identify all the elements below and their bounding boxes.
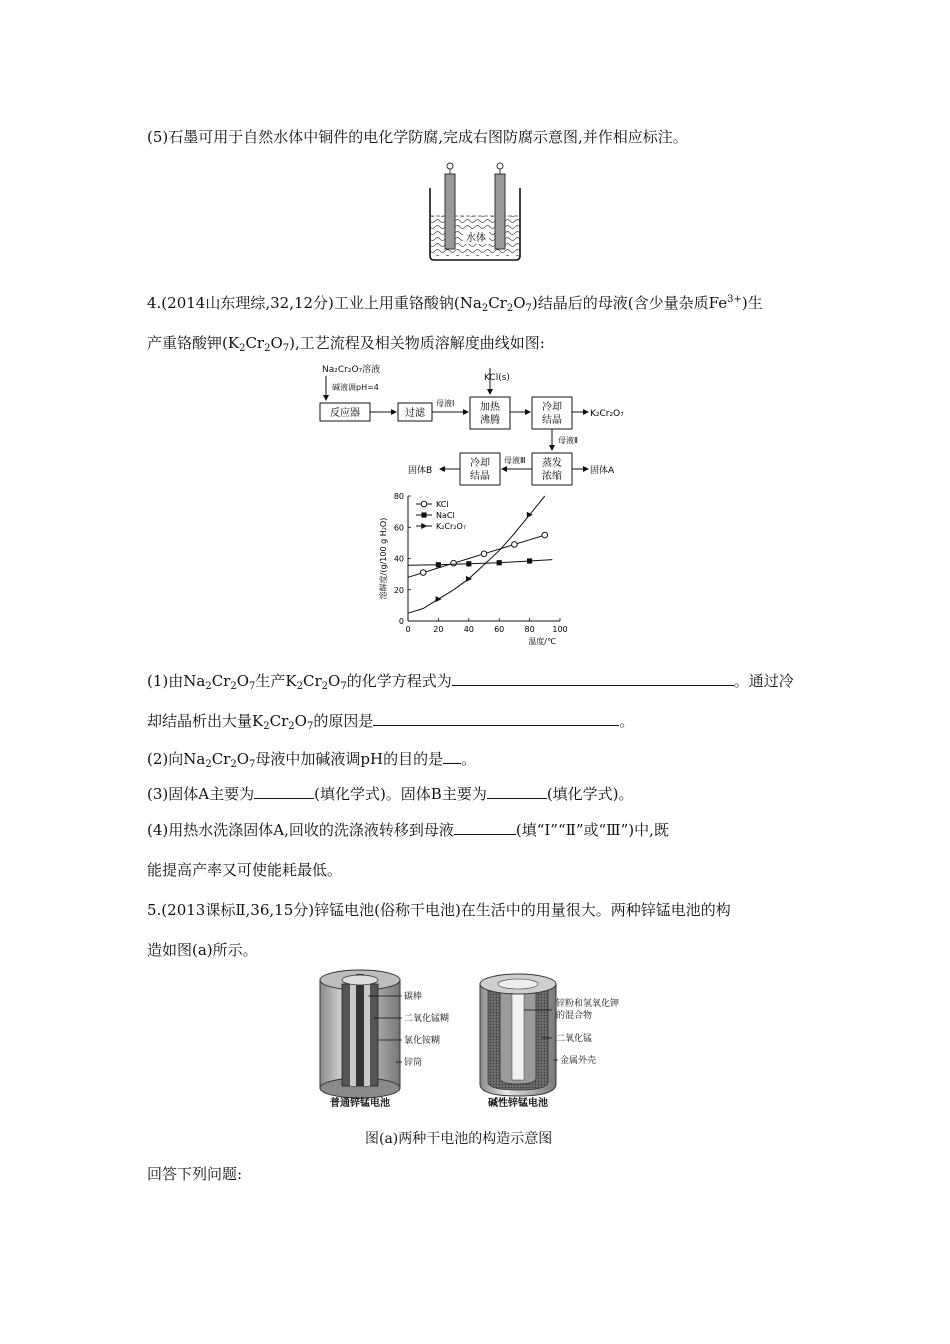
q4-line1: 4.(2014山东理综,32,12分)工业上用重铬酸钠$(Na_2Cr_2O_7)$结晶后的母液(含少量杂质$Fe^{3+}$)生	[147, 294, 763, 314]
y-tick-label: 0	[398, 617, 404, 626]
q3-5-text: (5)石墨可用于自然水体中铜件的电化学防腐,完成右图防腐示意图,并作相应标注。	[147, 128, 688, 146]
flow-adjust-label: 碱液调pH=4	[332, 383, 379, 392]
series-line-triangle	[408, 496, 545, 613]
alkaline-label-zinc-koh-1: 锌粉和氢氧化钾	[556, 999, 620, 1009]
alkaline-battery-name: 碱性锌锰电池	[488, 1098, 548, 1109]
ordinary-label-nh4cl-paste: 氯化铵糊	[404, 1036, 441, 1046]
q4-sub4-line1: (4)用热水洗涤固体A,回收的洗涤液转移到母液 (填“Ⅰ”“Ⅱ”或“Ⅲ”)中,既	[147, 821, 669, 839]
answer-blank-2[interactable]	[373, 711, 619, 726]
series-point-circle	[420, 570, 426, 576]
x-tick-label: 100	[552, 625, 568, 634]
ordinary-label-mno2-paste: 二氧化锰糊	[404, 1014, 450, 1024]
flow-evap-label-2: 浓缩	[542, 471, 562, 482]
legend-label-triangle: K₂Cr₂O₇	[436, 522, 467, 531]
beaker-water-label: 水体	[466, 233, 486, 244]
series-point-square	[466, 561, 471, 566]
y-axis-label: 溶解度/(g/100 g H₂O)	[379, 517, 388, 600]
y-tick-label: 80	[393, 492, 404, 501]
solubility-chart	[366, 488, 580, 648]
alkaline-label-zinc-koh-2: 的混合物	[556, 1011, 593, 1021]
flow-solidA-label: 固体A	[590, 466, 615, 476]
series-line-circle	[408, 535, 545, 577]
y-tick-label: 40	[393, 554, 404, 564]
flow-cool2-label-2: 结晶	[470, 471, 490, 482]
flow-reactor-label: 反应器	[330, 408, 360, 419]
flow-cool1-label-1: 冷却	[542, 402, 562, 413]
legend-label-square: NaCl	[436, 511, 455, 520]
flow-mother3-label: 母液Ⅲ	[504, 456, 526, 465]
series-point-circle	[542, 532, 548, 538]
answer-blank-4[interactable]	[254, 784, 314, 799]
series-point-circle	[512, 542, 518, 548]
legend-label-circle: KCl	[436, 500, 449, 509]
answer-blank-1[interactable]	[452, 671, 734, 686]
x-tick-label: 40	[463, 625, 474, 634]
ordinary-label-zinc-can: 锌筒	[404, 1058, 423, 1068]
process-flow-diagram	[318, 362, 630, 490]
flow-cool1-label-2: 结晶	[542, 415, 562, 426]
flow-start-label: Na₂Cr₂O₇溶液	[322, 365, 381, 375]
series-point-circle	[481, 551, 487, 557]
q4-line2: 产重铬酸钾$(K_2Cr_2O_7)$,工艺流程及相关物质溶解度曲线如图:	[147, 334, 545, 354]
q5-line2: 造如图(a)所示。	[147, 941, 258, 959]
x-tick-label: 60	[494, 625, 505, 634]
beaker-figure	[425, 158, 525, 264]
alkaline-label-mno2: 二氧化锰	[556, 1034, 593, 1044]
x-tick-label: 80	[524, 625, 535, 634]
figure-caption: 图(a)两种干电池的构造示意图	[365, 1131, 553, 1147]
series-point-square	[497, 560, 502, 565]
y-tick-label: 60	[393, 523, 404, 533]
legend-marker-triangle	[421, 523, 427, 529]
flow-mother2-label: 母液Ⅱ	[558, 436, 578, 445]
battery-figure	[312, 966, 632, 1110]
series-point-triangle	[436, 596, 442, 602]
legend-marker-square	[421, 512, 426, 517]
answer-blank-6[interactable]	[454, 820, 516, 835]
flow-cool2-label-1: 冷却	[470, 458, 490, 469]
q5-line1: 5.(2013课标Ⅱ,36,15分)锌锰电池(俗称干电池)在生活中的用量很大。两种锌锰电池的构	[147, 901, 731, 919]
alkaline-battery-drawing	[480, 974, 558, 1096]
series-point-square	[436, 562, 441, 567]
q4-sub1-line1: (1)由$Na_2Cr_2O_7$生产$K_2Cr_2O_7$的化学方程式为 。通过冷	[147, 672, 794, 692]
q4-sub1-line2: 却结晶析出大量$K_2Cr_2O_7$的原因是 。	[147, 712, 635, 732]
series-point-square	[527, 558, 532, 563]
ordinary-battery-drawing	[320, 970, 402, 1098]
answer-blank-3[interactable]	[443, 749, 461, 764]
q4-sub3: (3)固体A主要为 (填化学式)。固体B主要为 (填化学式)。	[147, 785, 634, 803]
x-axis-label: 温度/℃	[528, 637, 556, 646]
flow-mother1-label: 母液Ⅰ	[436, 399, 455, 408]
flow-kcl-label: KCl(s)	[484, 373, 510, 383]
ordinary-label-carbon-rod: 碳棒	[404, 992, 423, 1002]
answer-blank-5[interactable]	[487, 784, 547, 799]
x-tick-label: 20	[433, 625, 444, 634]
series-point-circle	[451, 560, 457, 566]
flow-heat-label-2: 沸腾	[480, 415, 500, 426]
flow-heat-label-1: 加热	[480, 402, 500, 413]
q4-sub2: (2)向$Na_2Cr_2O_7$母液中加碱液调pH的目的是 。	[147, 750, 477, 770]
q4-sub4-line2: 能提高产率又可使能耗最低。	[147, 861, 343, 879]
flow-solidB-label: 固体B	[408, 466, 433, 476]
alkaline-label-metal-shell: 金属外壳	[560, 1056, 597, 1066]
flow-product-label: K₂Cr₂O₇	[590, 409, 624, 419]
flow-filter-label: 过滤	[405, 408, 425, 419]
answer-prompt: 回答下列问题:	[147, 1165, 243, 1183]
legend-marker-circle	[421, 501, 427, 507]
ordinary-battery-name: 普通锌锰电池	[330, 1098, 390, 1109]
flow-evap-label-1: 蒸发	[542, 458, 562, 469]
x-tick-label: 0	[405, 625, 411, 634]
y-tick-label: 20	[393, 585, 404, 595]
